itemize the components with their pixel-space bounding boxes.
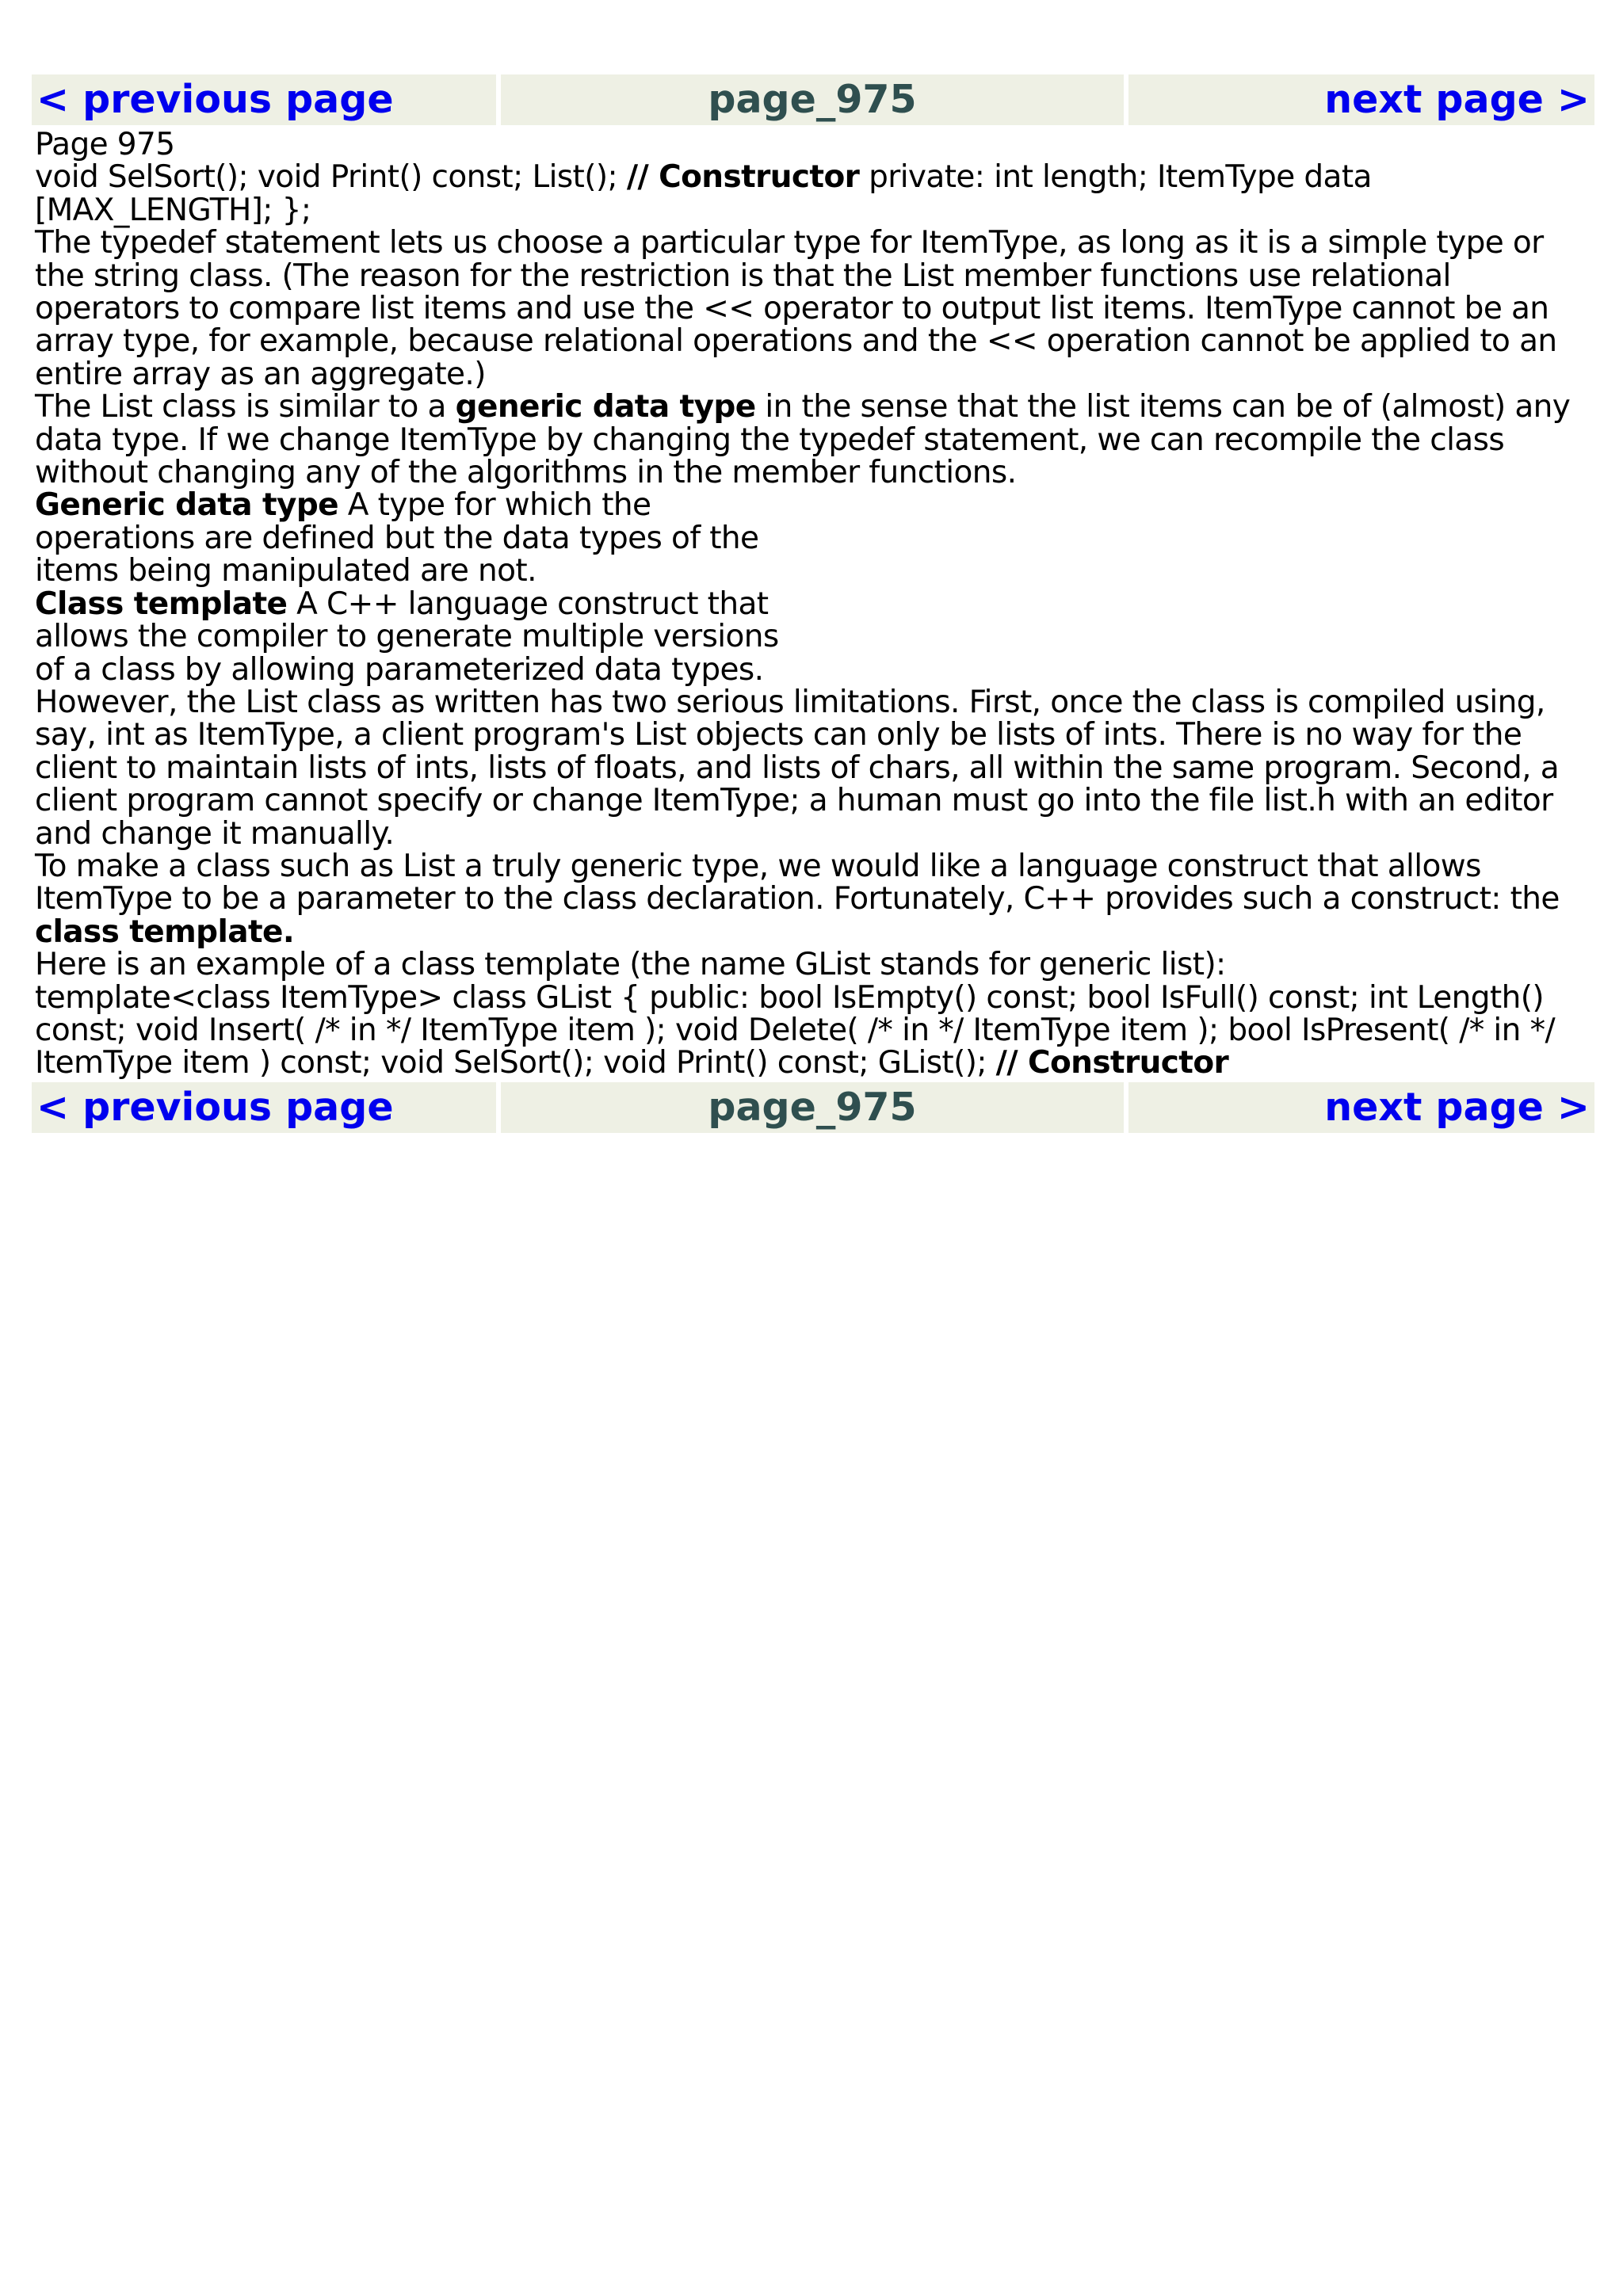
make-generic-text: To make a class such as List a truly generic type, we would like a language construct that allows ItemType to be a parameter to the class declaration. Fortunately, C++ provides such a construct: the [35, 848, 1560, 917]
code-top-text: void SelSort(); void Print() const; List(); [35, 159, 627, 196]
definition-generic-data-type [35, 489, 796, 587]
paragraph-generic-type [35, 391, 1594, 489]
generic-text-end: in the sense that the list items can be of (almost) any data type. If we change ItemType by changing the typedef statement, we can recompile the class without changing any of the algorithms in the member functions. [35, 389, 1571, 491]
bottom-previous-page-link[interactable]: < previous page [36, 1084, 394, 1130]
generic-term-bold: generic data type [455, 389, 756, 425]
bottom-next-page-link[interactable]: next page > [1324, 1084, 1590, 1130]
code-bottom-comment: // Constructor [995, 1045, 1229, 1081]
bottom-prev-cell [32, 1082, 496, 1133]
definition-text-generic: A type for which the operations are defined but the data types of the items being manipulated are not. [35, 487, 759, 589]
top-previous-page-link[interactable]: < previous page [36, 77, 394, 122]
paragraph-example-intro: Here is an example of a class template (the name GList stands for generic list): [35, 947, 1226, 983]
code-top-text-end: private: int length; ItemType data [MAX_LENGTH]; }; [35, 159, 1372, 228]
paragraph-typedef: The typedef statement lets us choose a particular type for ItemType, as long as it is a simple type or the string class. (The reason for the restriction is that the List member functions use relational operators to compare list items and use the << operator to output list items. ItemType cannot be an array type, for example, because relational operations and the << operation cannot be applied to an entire array as an aggregate.) [35, 225, 1557, 392]
top-page-title-cell [501, 74, 1124, 125]
top-navigation-bar [32, 74, 1594, 125]
code-snippet-bottom [35, 979, 1594, 1081]
code-snippet-top [35, 161, 1594, 227]
paragraph-limitations: However, the List class as written has two serious limitations. First, once the class is compiled using, say, int as ItemType, a client program's List objects can only be lists of ints. There is no way for the client to maintain lists of ints, lists of floats, and lists of chars, all within the same program. Second, a client program cannot specify or change ItemType; a human must go into the file list.h with an editor and change it manually. [35, 684, 1560, 852]
top-next-page-link[interactable]: next page > [1324, 77, 1590, 122]
code-top-comment: // Constructor [626, 159, 860, 196]
page-wrapper [32, 74, 1594, 1133]
bottom-navigation-bar [32, 1082, 1594, 1133]
definition-term-generic: Generic data type [35, 487, 338, 524]
class-template-term: class template. [35, 913, 295, 950]
top-next-cell [1128, 74, 1594, 125]
bottom-next-cell [1128, 1082, 1594, 1133]
definition-term-template: Class template [35, 585, 288, 622]
code-bottom-text: template<class ItemType> class GList { public: bool IsEmpty() const; bool IsFull() const; int Length() const; void Insert( /* in */ ItemType item ); void Delete( /* in */ ItemType item ); bool IsPresent( /* in */ ItemType item ) const; void SelSort(); void Print() const; GList(); [35, 979, 1556, 1081]
definition-class-template [35, 585, 796, 688]
bottom-page-title-cell [501, 1082, 1124, 1133]
definition-text-template: A C++ language construct that allows the compiler to generate multiple versions of a class by allowing parameterized data types. [35, 585, 779, 688]
paragraph-make-generic [35, 850, 1594, 948]
top-page-title: page_975 [708, 77, 917, 122]
page-content [32, 125, 1594, 1082]
top-prev-cell [32, 74, 496, 125]
page-number-label: Page 975 [35, 127, 175, 162]
bottom-page-title: page_975 [708, 1084, 917, 1130]
generic-text-start: The List class is similar to a [35, 389, 456, 425]
